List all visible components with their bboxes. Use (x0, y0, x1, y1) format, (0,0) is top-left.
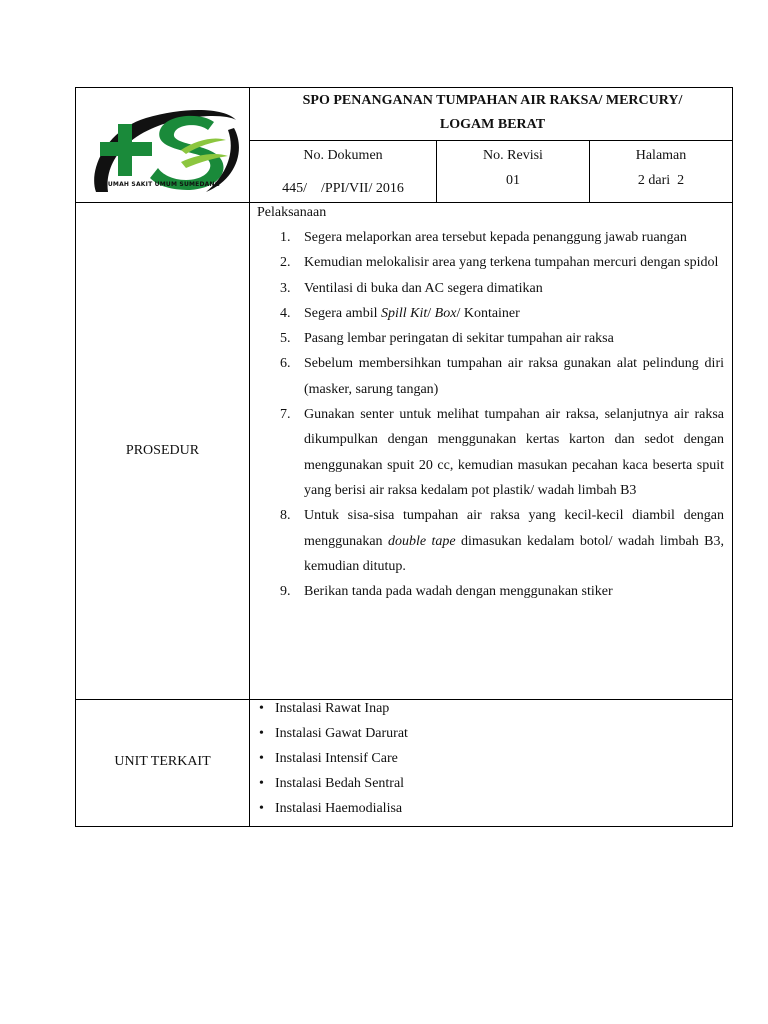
step-text: Kemudian melokalisir area yang terkena tumpahan mercuri dengan spidol (304, 255, 719, 271)
step-text: Berikan tanda pada wadah dengan menggunakan stiker (304, 584, 613, 600)
page-value: 2 dari 2 (637, 173, 685, 188)
unit-item-label: Instalasi Bedah Sentral (275, 776, 405, 791)
step-text: Pasang lembar peringatan di sekitar tumpahan air raksa (304, 331, 614, 347)
step-number: 1. (280, 230, 291, 245)
bullet-icon: • (259, 751, 264, 766)
procedure-step (254, 351, 724, 402)
bullet-icon: • (259, 776, 264, 791)
bullet-icon: • (259, 801, 264, 816)
procedure-step (254, 250, 724, 275)
prosedur-steps-list (254, 225, 724, 604)
step-text-italic: Spill Kit (380, 305, 428, 321)
unit-item-label: Instalasi Intensif Care (275, 751, 398, 766)
unit-item (256, 746, 408, 771)
unit-item-label: Instalasi Rawat Inap (275, 701, 390, 716)
unit-item (256, 696, 408, 721)
prosedur-intro: Pelaksanaan (257, 205, 327, 220)
step-number: 9. (280, 584, 291, 600)
spo-document (75, 87, 733, 827)
revision-label: No. Revisi (483, 148, 543, 163)
procedure-step (254, 301, 724, 326)
step-number: 2. (280, 255, 291, 271)
step-text: / (427, 305, 435, 321)
step-number: 6. (280, 356, 291, 372)
unit-item-label: Instalasi Haemodialisa (275, 801, 403, 816)
step-text: Segera ambil (304, 305, 381, 321)
header-bottom-line (76, 202, 732, 203)
step-text: Segera melaporkan area tersebut kepada penanggung jawab ruangan (304, 230, 687, 245)
logo-caption: RUMAH SAKIT UMUM SUMEDANG (103, 181, 220, 188)
unit-item (256, 721, 408, 746)
procedure-step (254, 276, 724, 301)
step-text-italic: double tape (387, 533, 456, 549)
bullet-icon: • (259, 726, 264, 741)
doc-no-value: 445/ /PPI/VII/ 2016 (282, 181, 404, 196)
step-text: dimasukan kedalam botol/ wadah limbah B3, kemudian ditutup. (304, 533, 724, 574)
doc-no-label: No. Dokumen (303, 148, 383, 163)
procedure-step (254, 225, 724, 250)
step-text: Gunakan senter untuk melihat tumpahan air raksa, selanjutnya air raksa dikumpulkan dengan menggunakan kertas karton dan sedot dengan menggunakan spuit 20 cc, kemudian masukan pecahan kaca beserta spuit yang berisi air raksa kedalam pot plastik/ wadah limbah B3 (304, 407, 724, 498)
revision-value: 01 (506, 173, 520, 188)
procedure-step (254, 402, 724, 503)
prosedur-label: PROSEDUR (125, 443, 200, 458)
step-text: Ventilasi di buka dan AC segera dimatikan (304, 280, 543, 296)
unit-item (256, 771, 408, 796)
page-label: Halaman (635, 148, 687, 163)
step-text: / Kontainer (456, 305, 520, 321)
procedure-step (254, 326, 724, 351)
document-title-line1: SPO PENANGANAN TUMPAHAN AIR RAKSA/ MERCURY/ (302, 93, 683, 108)
unit-terkait-list (256, 696, 408, 821)
step-number: 5. (280, 331, 291, 347)
step-text-italic: Box (434, 305, 457, 321)
step-text: Untuk sisa-sisa tumpahan air raksa yang kecil-kecil diambil dengan menggunakan (304, 508, 724, 549)
step-text: Sebelum membersihkan tumpahan air raksa gunakan alat pelindung diri (masker, sarung tangan) (304, 356, 724, 397)
step-number: 4. (280, 305, 291, 321)
unit-item-label: Instalasi Gawat Darurat (275, 726, 408, 741)
step-number: 3. (280, 280, 291, 296)
document-title-line2: LOGAM BERAT (439, 117, 546, 132)
step-number: 8. (280, 508, 291, 524)
procedure-step (254, 503, 724, 579)
bullet-icon: • (259, 701, 264, 716)
procedure-step (254, 579, 724, 604)
step-number: 7. (280, 407, 291, 423)
header-divider (249, 140, 732, 141)
unit-terkait-label: UNIT TERKAIT (114, 754, 211, 769)
unit-item (256, 796, 408, 821)
